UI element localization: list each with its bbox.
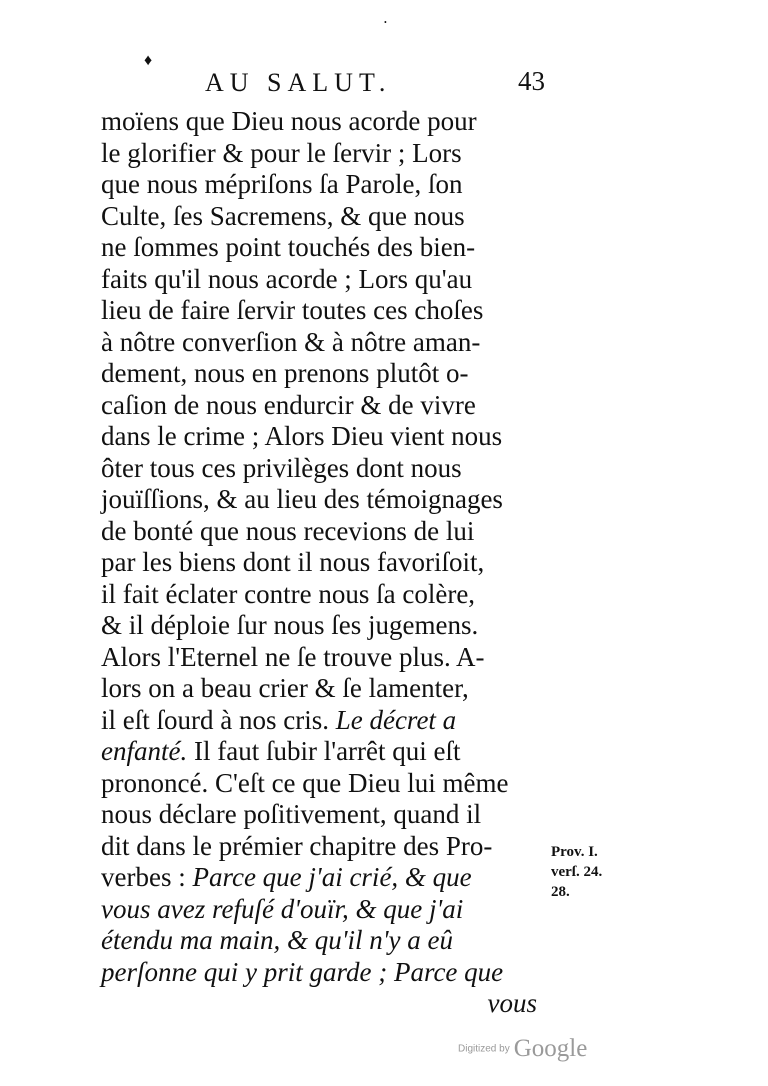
text-segment: & il déploie ſur nous ſes jugemens.: [101, 610, 479, 640]
text-line: [101, 642, 541, 674]
running-head: AU SALUT.: [205, 68, 392, 97]
page-number: 43: [518, 66, 545, 96]
text-segment: que nous mépriſons ſa Parole, ſon: [101, 169, 463, 199]
text-line: [101, 579, 541, 611]
italic-text-segment: perſonne qui y prit garde ; Parce que: [101, 956, 504, 987]
text-line: [101, 799, 541, 831]
watermark-logo: Google: [513, 1035, 588, 1062]
text-segment: verbes :: [101, 862, 193, 892]
page-header: [205, 60, 545, 100]
italic-text-segment: vous avez refuſé d'ouïr, & que j'ai: [101, 893, 464, 924]
italic-text-segment: enfanté.: [101, 736, 188, 766]
italic-text-segment: Le décret a: [335, 704, 457, 735]
catchword: vous: [487, 988, 537, 1018]
text-line: [101, 327, 541, 359]
text-line: [101, 390, 541, 422]
margin-note-line: Prov. I.: [551, 844, 598, 860]
text-segment: nous déclare poſitivement, quand il: [101, 799, 482, 829]
text-line: [101, 264, 541, 296]
italic-text-segment: étendu ma main, & qu'il n'y a eû: [101, 925, 453, 955]
body-text: [101, 106, 541, 1020]
text-segment: le glorifier & pour le ſervir ; Lors: [101, 137, 462, 168]
text-line: [101, 957, 541, 989]
text-line: [101, 705, 541, 737]
text-line: [101, 232, 541, 264]
text-segment: dit dans le prémier chapitre des Pro-: [101, 830, 493, 861]
text-segment: de bonté que nous recevions de lui: [101, 515, 475, 546]
text-segment: Culte, ſes Sacremens, & que nous: [101, 200, 465, 231]
text-line: [101, 925, 541, 957]
text-segment: lors on a beau crier & ſe lamenter,: [101, 673, 469, 703]
text-line: [101, 106, 541, 138]
text-segment: prononcé. C'eſt ce que Dieu lui même: [101, 767, 509, 798]
text-line: [101, 516, 541, 548]
text-line: [101, 201, 541, 233]
watermark-prefix: Digitized by: [458, 1043, 510, 1055]
text-line: [101, 673, 541, 705]
italic-text-segment: Parce que j'ai crié, & que: [192, 862, 472, 892]
digitization-watermark: [458, 1035, 587, 1063]
text-segment: par les biens dont il nous favoriſoit,: [101, 547, 485, 577]
text-segment: Alors l'Eternel ne ſe trouve plus. A-: [101, 641, 485, 672]
text-segment: ne ſommes point touchés des bien-: [101, 232, 476, 262]
margin-note-line: 28.: [551, 884, 570, 900]
text-segment: Il faut ſubir l'arrêt qui eſt: [187, 736, 461, 766]
text-segment: lieu de faire ſervir toutes ces choſes: [101, 295, 484, 325]
text-line: [101, 610, 541, 642]
text-segment: ôter tous ces privilèges dont nous: [101, 452, 462, 483]
text-segment: faits qu'il nous acorde ; Lors qu'au: [101, 263, 473, 294]
text-line: [101, 138, 541, 170]
text-segment: il eſt ſourd à nos cris.: [101, 704, 336, 735]
text-segment: il fait éclater contre nous ſa colère,: [101, 578, 476, 609]
ink-dot: •: [384, 18, 387, 27]
text-line: [101, 768, 541, 800]
text-line: [101, 484, 541, 516]
text-line: [101, 894, 541, 926]
text-line: [101, 547, 541, 579]
text-line: [101, 862, 541, 894]
text-line: [101, 453, 541, 485]
text-line: [101, 295, 541, 327]
text-line: [101, 831, 541, 863]
text-line: [101, 736, 541, 768]
margin-note-scripture-reference: [551, 842, 641, 902]
text-segment: à nôtre converſion & à nôtre aman-: [101, 326, 481, 357]
text-segment: caſion de nous endurcir & de vivre: [101, 389, 476, 420]
text-segment: dans le crime ; Alors Dieu vient nous: [101, 421, 503, 451]
ink-mark: ♦: [144, 52, 153, 69]
text-line: [101, 169, 541, 201]
text-line: [101, 358, 541, 390]
text-segment: dement, nous en prenons plutôt o-: [101, 358, 469, 388]
text-segment: moïens que Dieu nous acorde pour: [101, 106, 477, 136]
text-line: [101, 421, 541, 453]
text-segment: jouïſſions, & au lieu des témoignages: [101, 484, 503, 514]
margin-note-line: verſ. 24.: [551, 864, 603, 880]
